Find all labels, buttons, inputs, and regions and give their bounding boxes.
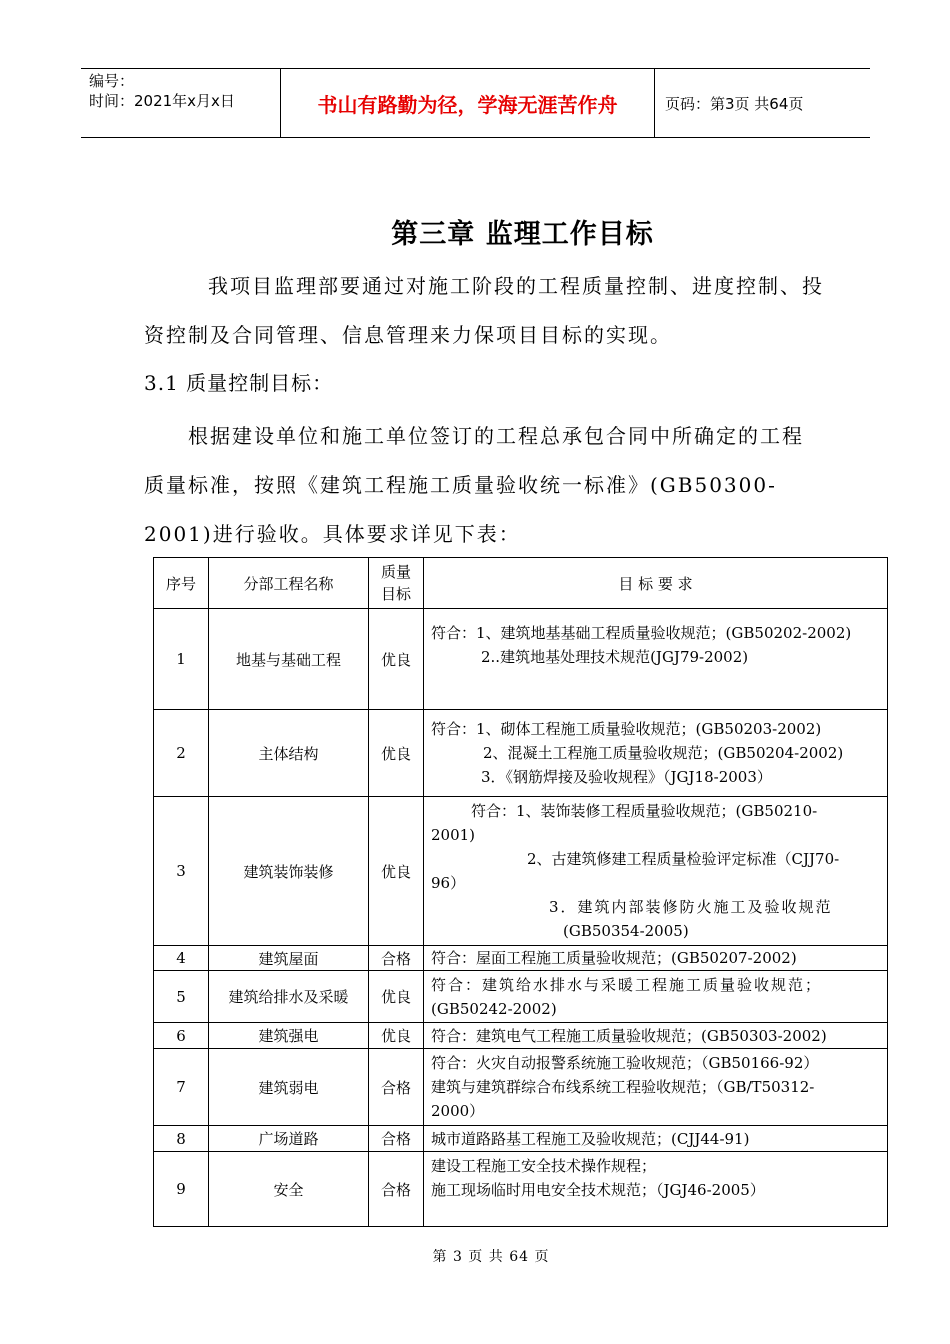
row-requirement <box>424 609 888 710</box>
row-name: 建筑强电 <box>209 1023 369 1049</box>
requirement-line: (GB50242-2002) <box>431 999 557 1018</box>
row-name: 建筑弱电 <box>209 1049 369 1126</box>
row-no: 2 <box>154 710 209 797</box>
requirement-line: 2、混凝土工程施工质量验收规范；(GB50204-2002) <box>483 744 844 762</box>
requirement-line: 2000） <box>431 1102 485 1120</box>
table-row <box>154 1049 888 1126</box>
row-grade: 合格 <box>369 1152 424 1227</box>
requirement-line: 城市道路路基工程施工及验收规范；(CJJ44-91) <box>431 1129 750 1148</box>
row-grade: 优良 <box>369 710 424 797</box>
section-paragraph: 根据建设单位和施工单位签订的工程总承包合同中所确定的工程质量标准，按照《建筑工程施工质量验收统一标准》(GB50300-2001)进行验收。具体要求详见下表： <box>144 424 804 546</box>
requirement-line: 2、古建筑修建工程质量检验评定标准（CJJ70- <box>527 850 840 868</box>
row-no: 6 <box>154 1023 209 1049</box>
row-grade: 合格 <box>369 946 424 971</box>
table-row <box>154 710 888 797</box>
table-row <box>154 971 888 1023</box>
header-time: 时间：2021年x月x日 <box>89 92 235 110</box>
row-requirement <box>424 1049 888 1126</box>
row-grade: 优良 <box>369 971 424 1023</box>
row-name: 广场道路 <box>209 1126 369 1152</box>
row-name: 主体结构 <box>209 710 369 797</box>
row-name: 建筑屋面 <box>209 946 369 971</box>
row-no: 3 <box>154 797 209 946</box>
requirement-line: 3．建筑内部装修防火施工及验收规范 <box>549 898 833 916</box>
header-meta <box>81 69 281 137</box>
requirement-line: 符合：1、砌体工程施工质量验收规范；(GB50203-2002) <box>431 720 822 738</box>
row-grade: 合格 <box>369 1049 424 1126</box>
requirement-line: 96） <box>431 874 466 892</box>
requirement-line: 符合：建筑给水排水与采暖工程施工质量验收规范； <box>431 975 823 994</box>
row-no: 8 <box>154 1126 209 1152</box>
header-cell-requirement: 目 标 要 求 <box>424 558 888 609</box>
table-row <box>154 1023 888 1049</box>
requirement-line: 2001) <box>431 826 476 844</box>
row-no: 9 <box>154 1152 209 1227</box>
requirement-line: 符合：1、装饰装修工程质量验收规范；(GB50210- <box>471 802 818 820</box>
chapter-title: 第三章 监理工作目标 <box>391 219 654 250</box>
row-grade: 优良 <box>369 797 424 946</box>
row-no: 7 <box>154 1049 209 1126</box>
requirement-line: 3．《钢筋焊接及验收规程》（JGJ18-2003） <box>481 768 772 786</box>
row-name: 安全 <box>209 1152 369 1227</box>
row-grade: 优良 <box>369 1023 424 1049</box>
requirement-line: 符合：建筑电气工程施工质量验收规范；(GB50303-2002) <box>431 1026 827 1045</box>
page-footer: 第 3 页 共 64 页 <box>432 1249 550 1265</box>
page-header <box>81 68 870 138</box>
requirement-line: 建筑与建筑群综合布线系统工程验收规范；（GB/T50312- <box>431 1078 815 1096</box>
row-no: 4 <box>154 946 209 971</box>
requirement-line: 施工现场临时用电安全技术规范；（JGJ46-2005） <box>431 1181 765 1199</box>
row-grade: 合格 <box>369 1126 424 1152</box>
requirement-line: 建设工程施工安全技术操作规程； <box>431 1157 657 1175</box>
table-row <box>154 1126 888 1152</box>
quality-requirements-table <box>153 557 888 1227</box>
table-row <box>154 946 888 971</box>
requirement-line: 符合：火灾自动报警系统施工验收规范；（GB50166-92） <box>431 1054 819 1072</box>
table-header-row <box>154 558 888 609</box>
requirement-line: (GB50354-2005) <box>563 922 689 940</box>
requirement-line: 符合：1、建筑地基基础工程质量验收规范；(GB50202-2002) <box>431 624 852 642</box>
row-requirement <box>424 710 888 797</box>
row-requirement <box>424 946 888 971</box>
table-row <box>154 609 888 710</box>
row-requirement <box>424 797 888 946</box>
row-name: 建筑给排水及采暖 <box>209 971 369 1023</box>
intro-paragraph: 我项目监理部要通过对施工阶段的工程质量控制、进度控制、投资控制及合同管理、信息管理来力保项目目标的实现。 <box>144 274 824 347</box>
header-code: 编号： <box>89 72 135 90</box>
table-row <box>154 797 888 946</box>
row-requirement <box>424 1023 888 1049</box>
header-page-number: 页码：第3页 共64页 <box>665 94 804 113</box>
row-no: 5 <box>154 971 209 1023</box>
requirement-line: 符合：屋面工程施工质量验收规范；(GB50207-2002) <box>431 949 797 967</box>
header-cell-name: 分部工程名称 <box>209 558 369 609</box>
header-cell-grade: 质量目标 <box>369 558 424 609</box>
section-heading: 3.1 质量控制目标： <box>144 371 334 395</box>
row-requirement <box>424 1126 888 1152</box>
table-row <box>154 1152 888 1227</box>
row-name: 建筑装饰装修 <box>209 797 369 946</box>
row-grade: 优良 <box>369 609 424 710</box>
header-cell-no: 序号 <box>154 558 209 609</box>
row-no: 1 <box>154 609 209 710</box>
requirement-line: 2..建筑地基处理技术规范(JGJ79-2002) <box>481 648 749 666</box>
row-requirement <box>424 971 888 1023</box>
header-motto: 书山有路勤为径，学海无涯苦作舟 <box>281 69 655 137</box>
row-requirement <box>424 1152 888 1227</box>
row-name: 地基与基础工程 <box>209 609 369 710</box>
